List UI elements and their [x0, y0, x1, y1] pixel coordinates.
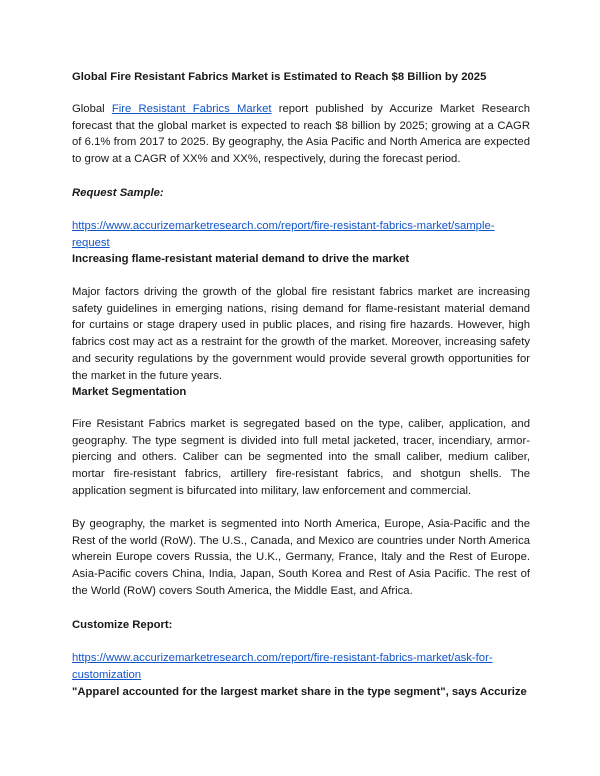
request-sample-heading: Request Sample:	[72, 187, 164, 199]
demand-section-body: Major factors driving the growth of the global fire resistant fabrics market are increasing safety guidelines in emerging nations, rising demand for flame-resistant material demand for curtains or stage drapery used in public places, and rising fire hazards. However, high fabrics cost may act as a restraint for the growth of the market. Moreover, increasing safety and security regulations by the government would provide several growth opportunities for the market in the future years.	[72, 286, 530, 382]
closing-heading: "Apparel accounted for the largest market share in the type segment", says Accurize	[72, 686, 527, 698]
customize-report-paragraph	[72, 650, 530, 683]
intro-suffix: report published by Accurize Market Research forecast that the global market is expected to reach $8 billion by 2025; growing at a CAGR of 6.1% from 2017 to 2025. By geography, the Asia Pacific and North America are expected to grow at a CAGR of XX% and XX%, respectively, during the forecast period.	[72, 103, 530, 166]
segmentation-body-1: Fire Resistant Fabrics market is segregated based on the type, caliber, application, and geography. The type segment is divided into full metal jacketed, tracer, incendiary, armor-piercing and others. Caliber can be segmented into the small caliber, medium caliber, mortar fire-resistant fabrics, artillery fire-resistant fabrics, and shotgun shells. The application segment is bifurcated into military, law enforcement and commercial.	[72, 418, 530, 497]
segmentation-body-2: By geography, the market is segmented into North America, Europe, Asia-Pacific and the Rest of the world (RoW). The U.S., Canada, and Mexico are countries under North America wherein Europe covers Russia, the U.K., Germany, France, Italy and the Rest of Europe. Asia-Pacific covers China, India, Japan, South Korea and Rest of Asia Pacific. The rest of the World (RoW) covers South America, the Middle East, and Africa.	[72, 518, 530, 597]
request-sample-link[interactable]: https://www.accurizemarketresearch.com/report/fire-resistant-fabrics-market/sample-request	[72, 220, 495, 249]
market-report-link[interactable]: Fire Resistant Fabrics Market	[111, 103, 272, 115]
customize-report-heading: Customize Report:	[72, 619, 173, 631]
intro-prefix: Global	[72, 103, 112, 115]
intro-paragraph	[72, 101, 530, 168]
request-sample-paragraph	[72, 218, 530, 251]
document-title: Global Fire Resistant Fabrics Market is Estimated to Reach $8 Billion by 2025	[72, 71, 487, 83]
segmentation-heading: Market Segmentation	[72, 386, 187, 398]
customize-report-link[interactable]: https://www.accurizemarketresearch.com/report/fire-resistant-fabrics-market/ask-for-customization	[72, 652, 493, 681]
demand-section-heading: Increasing flame-resistant material demand to drive the market	[72, 253, 410, 265]
